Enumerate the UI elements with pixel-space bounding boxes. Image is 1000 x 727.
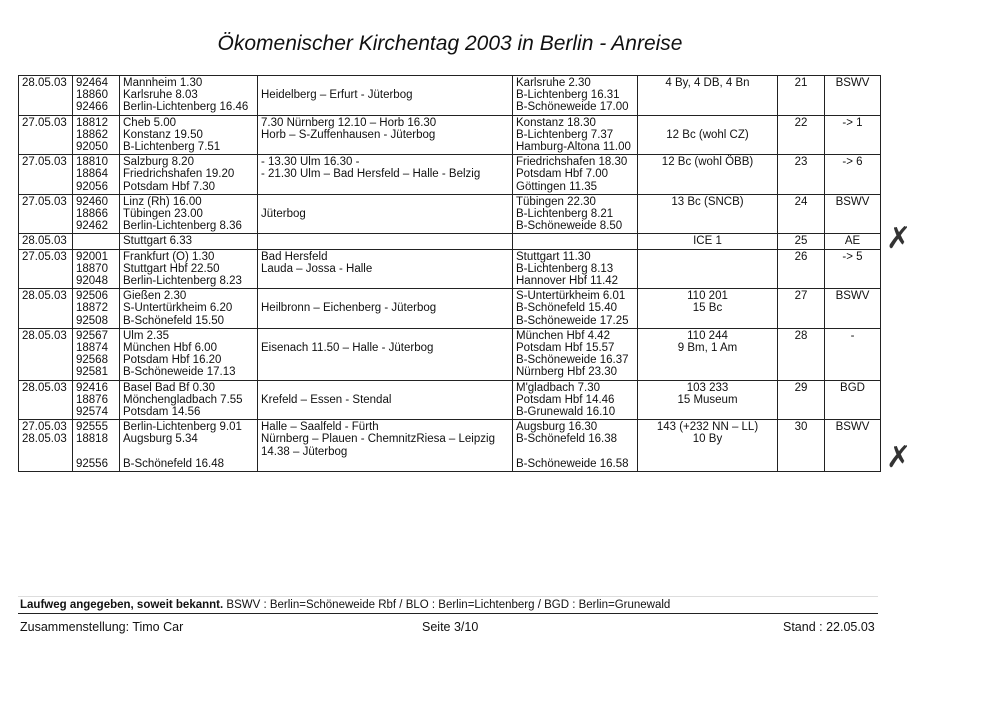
cell-line: BSWV <box>835 290 870 303</box>
date-cell <box>19 115 73 155</box>
cell-line: 29 <box>794 381 808 394</box>
cell-line: Berlin-Lichtenberg 8.23 <box>123 275 242 288</box>
cell-line: Mannheim 1.30 <box>123 77 203 89</box>
cell-line: 21 <box>794 77 808 89</box>
cell-line: B-Schöneweide 17.25 <box>516 314 629 327</box>
departure-cell <box>120 155 258 195</box>
arrival-cell <box>513 115 638 155</box>
table-row <box>19 115 881 155</box>
departure-cell <box>120 249 258 289</box>
arrival-cell <box>513 380 638 420</box>
route-cell <box>258 380 513 420</box>
cell-line <box>123 446 254 458</box>
cell-line: 92568 <box>76 354 108 367</box>
cell-line: Bad Hersfeld <box>261 250 328 263</box>
date-cell <box>19 289 73 329</box>
cell-line: Cheb 5.00 <box>123 116 177 129</box>
route-cell <box>258 194 513 234</box>
cell-line: Potsdam 14.56 <box>123 406 201 419</box>
legend-rule-top <box>18 596 878 597</box>
route-cell <box>258 249 513 289</box>
cell-line: Göttingen 11.35 <box>516 180 597 193</box>
cell-line <box>641 251 774 263</box>
cell-line: 92001 <box>76 250 108 263</box>
cell-line: 18862 <box>76 128 108 141</box>
cell-line: Ulm 2.35 <box>123 329 170 342</box>
departure-cell <box>120 420 258 472</box>
cell-line: 92555 <box>76 421 108 434</box>
arrival-cell <box>513 194 638 234</box>
cell-line: 24 <box>794 195 808 208</box>
cell-line: 26 <box>794 250 808 263</box>
cell-line: 92050 <box>76 141 108 154</box>
cell-line: 22 <box>794 116 808 129</box>
rolling-stock-cell <box>638 76 778 116</box>
cell-line: 28.05.03 <box>22 329 67 342</box>
cell-line <box>261 382 509 394</box>
departure-cell <box>120 234 258 249</box>
cell-line: B-Schöneweide 8.50 <box>516 220 623 233</box>
cell-line: 7.30 Nürnberg 12.10 – Horb 16.30 <box>261 116 437 129</box>
cross-mark: ✗ <box>886 440 912 475</box>
route-cell <box>258 234 513 249</box>
train-number-cell <box>73 420 120 472</box>
cell-line: 18876 <box>76 393 108 406</box>
number-cell <box>778 420 825 472</box>
cell-line: B-Schöneweide 16.37 <box>516 354 629 367</box>
cell-line: 92506 <box>76 290 108 303</box>
cell-line: 12 Bc (wohl CZ) <box>666 128 749 141</box>
station-cell <box>825 76 881 116</box>
page-title: Ökomenischer Kirchentag 2003 in Berlin - Anreise <box>217 32 683 55</box>
cell-line: 15 Museum <box>677 393 738 406</box>
table-row <box>19 420 881 472</box>
cell-line: Nürnberg Hbf 23.30 <box>516 366 618 379</box>
cell-line: -> 5 <box>842 250 863 263</box>
cell-line: 92567 <box>76 329 108 342</box>
cell-line: 23 <box>794 156 808 169</box>
arrival-cell <box>513 249 638 289</box>
cell-line: 92464 <box>76 77 108 89</box>
cell-line: Jüterbog <box>261 208 306 221</box>
date-cell <box>19 328 73 380</box>
cell-line: BGD <box>840 381 865 394</box>
cell-line: Augsburg 16.30 <box>516 421 598 434</box>
cell-line: 28.05.03 <box>22 235 67 248</box>
table-row <box>19 328 881 380</box>
cell-line: 27.05.03 <box>22 195 67 208</box>
cell-line: - 21.30 Ulm – Bad Hersfeld – Halle - Belzig <box>261 168 481 181</box>
date-cell <box>19 420 73 472</box>
number-cell <box>778 76 825 116</box>
cell-line: 15 Bc <box>692 302 723 315</box>
table-row <box>19 234 881 249</box>
cell-line: München Hbf 4.42 <box>516 329 610 342</box>
cell-line <box>261 330 509 342</box>
cell-line: 18870 <box>76 262 108 275</box>
cell-line: 18812 <box>76 116 108 129</box>
cell-line: B-Schönefeld 15.50 <box>123 314 225 327</box>
cell-line: 28.05.03 <box>22 77 67 89</box>
cell-line: 18872 <box>76 302 108 315</box>
cell-line: Berlin-Lichtenberg 16.46 <box>123 101 249 114</box>
station-cell <box>825 328 881 380</box>
cell-line: B-Lichtenberg 7.37 <box>516 128 614 141</box>
train-number-cell <box>73 76 120 116</box>
cell-line: Augsburg 5.34 <box>123 433 198 446</box>
cell-line: - 13.30 Ulm 16.30 - <box>261 156 360 169</box>
cell-line: Potsdam Hbf 15.57 <box>516 342 615 355</box>
station-cell <box>825 115 881 155</box>
cell-line: 27 <box>794 290 808 303</box>
table-row <box>19 289 881 329</box>
cell-line: Potsdam Hbf 16.20 <box>123 354 222 367</box>
train-number-cell <box>73 234 120 249</box>
cell-line: Lauda – Jossa - Halle <box>261 262 373 275</box>
footer-left: Zusammenstellung: Timo Car <box>20 620 184 634</box>
cell-line: 92556 <box>76 457 108 470</box>
station-cell <box>825 194 881 234</box>
cell-line: Basel Bad Bf 0.30 <box>123 381 216 394</box>
cell-line: 28.05.03 <box>22 290 67 303</box>
cell-line: 92048 <box>76 275 108 288</box>
cell-line: B-Schöneweide 17.13 <box>123 366 236 379</box>
departure-cell <box>120 115 258 155</box>
cell-line: 18860 <box>76 89 108 102</box>
cell-line: -> 1 <box>842 116 863 129</box>
rolling-stock-cell <box>638 328 778 380</box>
cell-line: 4 By, 4 DB, 4 Bn <box>665 77 750 89</box>
number-cell <box>778 380 825 420</box>
cell-line: S-Untertürkheim 6.01 <box>516 290 626 303</box>
cell-line: 27.05.03 <box>22 156 67 169</box>
cell-line: Potsdam Hbf 7.00 <box>516 168 609 181</box>
cell-line: B-Schönefeld 15.40 <box>516 302 618 315</box>
cell-line: Eisenach 11.50 – Halle - Jüterbog <box>261 342 434 355</box>
arrival-cell <box>513 76 638 116</box>
route-cell <box>258 420 513 472</box>
rolling-stock-cell <box>638 194 778 234</box>
legend <box>20 599 670 611</box>
table-row <box>19 249 881 289</box>
cell-line: Salzburg 8.20 <box>123 156 194 169</box>
cell-line: 110 244 <box>687 329 728 342</box>
cell-line: ICE 1 <box>693 235 722 248</box>
cell-line: Tübingen 22.30 <box>516 195 596 208</box>
cell-line: 27.05.03 <box>22 250 67 263</box>
train-number-cell <box>73 289 120 329</box>
date-cell <box>19 155 73 195</box>
cell-line: 18864 <box>76 168 108 181</box>
cell-line: Frankfurt (O) 1.30 <box>123 250 215 263</box>
departure-cell <box>120 76 258 116</box>
station-cell <box>825 234 881 249</box>
date-cell <box>19 249 73 289</box>
cell-line <box>261 196 509 208</box>
cell-line: 92462 <box>76 220 108 233</box>
cell-line: Horb – S-Zuffenhausen - Jüterbog <box>261 128 436 141</box>
cell-line: S-Untertürkheim 6.20 <box>123 302 233 315</box>
cell-line: 143 (+232 NN – LL) <box>656 421 759 434</box>
number-cell <box>778 249 825 289</box>
rolling-stock-cell <box>638 115 778 155</box>
cell-line: 18874 <box>76 342 108 355</box>
cell-line: Berlin-Lichtenberg 8.36 <box>123 220 242 233</box>
date-cell <box>19 234 73 249</box>
train-number-cell <box>73 249 120 289</box>
route-cell <box>258 328 513 380</box>
cell-line <box>641 117 774 129</box>
station-cell <box>825 289 881 329</box>
cell-line: 9 Bm, 1 Am <box>677 342 738 355</box>
cell-line: 92416 <box>76 381 108 394</box>
cell-line: 25 <box>794 235 808 248</box>
table-row <box>19 380 881 420</box>
cell-line <box>516 446 634 458</box>
cell-line: 92581 <box>76 366 108 379</box>
cell-line: B-Schönefeld 16.48 <box>123 457 225 470</box>
cell-line: Karlsruhe 8.03 <box>123 89 198 102</box>
table-row <box>19 76 881 116</box>
cell-line: 92056 <box>76 180 108 193</box>
arrival-cell <box>513 234 638 249</box>
cell-line: 18866 <box>76 208 108 221</box>
schedule-table <box>18 75 881 472</box>
arrival-cell <box>513 420 638 472</box>
cell-line: 103 233 <box>686 381 729 394</box>
number-cell <box>778 328 825 380</box>
cell-line: B-Lichtenberg 7.51 <box>123 141 221 154</box>
cell-line: Hamburg-Altona 11.00 <box>516 141 631 154</box>
footer-rule <box>18 613 878 614</box>
table-row <box>19 155 881 195</box>
cell-line: 27.05.03 <box>22 421 67 434</box>
route-cell <box>258 155 513 195</box>
cell-line: 110 201 <box>687 290 728 303</box>
cell-line: Tübingen 23.00 <box>123 208 203 221</box>
train-number-cell <box>73 380 120 420</box>
cell-line: Heilbronn – Eichenberg - Jüterbog <box>261 302 437 315</box>
number-cell <box>778 234 825 249</box>
cell-line: 14.38 – Jüterbog <box>261 445 348 458</box>
rolling-stock-cell <box>638 249 778 289</box>
arrival-cell <box>513 289 638 329</box>
departure-cell <box>120 289 258 329</box>
station-cell <box>825 380 881 420</box>
cross-mark: ✗ <box>886 221 912 256</box>
cell-line: Konstanz 19.50 <box>123 128 203 141</box>
cell-line <box>261 77 509 89</box>
rolling-stock-cell <box>638 420 778 472</box>
train-number-cell <box>73 194 120 234</box>
number-cell <box>778 155 825 195</box>
station-cell <box>825 420 881 472</box>
train-number-cell <box>73 115 120 155</box>
cell-line: M'gladbach 7.30 <box>516 381 601 394</box>
cell-line: Friedrichshafen 18.30 <box>516 156 628 169</box>
cell-line: Gießen 2.30 <box>123 290 187 303</box>
cell-line: BSWV <box>835 77 870 89</box>
cell-line: B-Lichtenberg 8.21 <box>516 208 614 221</box>
date-cell <box>19 380 73 420</box>
number-cell <box>778 194 825 234</box>
rolling-stock-cell <box>638 289 778 329</box>
cell-line: -> 6 <box>842 156 863 169</box>
legend-bold: Laufweg angegeben, soweit bekannt. <box>20 599 224 611</box>
cell-line: B-Lichtenberg 8.13 <box>516 262 614 275</box>
cell-line: 10 By <box>692 433 723 446</box>
cell-line: Hannover Hbf 11.42 <box>516 275 619 288</box>
departure-cell <box>120 328 258 380</box>
station-cell <box>825 155 881 195</box>
cell-line <box>261 290 509 302</box>
date-cell <box>19 194 73 234</box>
cell-line: Nürnberg – Plauen - ChemnitzRiesa – Leipzig <box>261 433 495 446</box>
cell-line: Potsdam Hbf 7.30 <box>123 180 216 193</box>
cell-line: 18810 <box>76 156 108 169</box>
cell-line: 13 Bc (SNCB) <box>671 195 744 208</box>
footer-center: Seite 3/10 <box>422 620 479 634</box>
rolling-stock-cell <box>638 155 778 195</box>
cell-line: Konstanz 18.30 <box>516 116 596 129</box>
cell-line: BSWV <box>835 421 870 434</box>
cell-line: B-Lichtenberg 16.31 <box>516 89 620 102</box>
number-cell <box>778 115 825 155</box>
date-cell <box>19 76 73 116</box>
cell-line: Stuttgart Hbf 22.50 <box>123 262 220 275</box>
cell-line: 92574 <box>76 406 108 419</box>
cell-line: Krefeld – Essen - Stendal <box>261 393 392 406</box>
cell-line: BSWV <box>835 195 870 208</box>
cell-line <box>261 235 509 247</box>
train-number-cell <box>73 155 120 195</box>
cell-line: B-Schöneweide 17.00 <box>516 101 629 114</box>
cell-line: 30 <box>794 421 808 434</box>
rolling-stock-cell <box>638 380 778 420</box>
cell-line: München Hbf 6.00 <box>123 342 217 355</box>
cell-line: Halle – Saalfeld - Fürth <box>261 421 379 434</box>
departure-cell <box>120 194 258 234</box>
cell-line <box>76 446 116 458</box>
train-number-cell <box>73 328 120 380</box>
cell-line: 28.05.03 <box>22 433 67 446</box>
footer-right: Stand : 22.05.03 <box>783 620 875 634</box>
cell-line: Mönchengladbach 7.55 <box>123 393 243 406</box>
rolling-stock-cell <box>638 234 778 249</box>
departure-cell <box>120 380 258 420</box>
cell-line: B-Schönefeld 16.38 <box>516 433 618 446</box>
cell-line: - <box>850 329 855 342</box>
cell-line: 28.05.03 <box>22 381 67 394</box>
cell-line: Linz (Rh) 16.00 <box>123 195 202 208</box>
cell-line: AE <box>844 235 861 248</box>
cell-line: 92508 <box>76 314 108 327</box>
cell-line: B-Grunewald 16.10 <box>516 406 616 419</box>
route-cell <box>258 76 513 116</box>
cell-line: Heidelberg – Erfurt - Jüterbog <box>261 89 413 102</box>
cell-line: Stuttgart 6.33 <box>123 235 193 248</box>
cell-line: B-Schöneweide 16.58 <box>516 457 629 470</box>
arrival-cell <box>513 155 638 195</box>
table-row <box>19 194 881 234</box>
cell-line: Berlin-Lichtenberg 9.01 <box>123 421 242 434</box>
route-cell <box>258 289 513 329</box>
legend-text: BSWV : Berlin=Schöneweide Rbf / BLO : Berlin=Lichtenberg / BGD : Berlin=Grunewald <box>223 599 671 611</box>
cell-line: 28 <box>794 329 808 342</box>
cell-line: 92460 <box>76 195 108 208</box>
station-cell <box>825 249 881 289</box>
cell-line <box>76 235 116 247</box>
cell-line: 18818 <box>76 433 108 446</box>
arrival-cell <box>513 328 638 380</box>
number-cell <box>778 289 825 329</box>
cell-line: Friedrichshafen 19.20 <box>123 168 235 181</box>
cell-line <box>516 235 634 247</box>
cell-line: 92466 <box>76 101 108 114</box>
cell-line: Potsdam Hbf 14.46 <box>516 393 615 406</box>
cell-line: 12 Bc (wohl ÖBB) <box>661 156 754 169</box>
cell-line: Karlsruhe 2.30 <box>516 77 591 89</box>
cell-line: Stuttgart 11.30 <box>516 250 591 263</box>
cell-line: 27.05.03 <box>22 116 67 129</box>
route-cell <box>258 115 513 155</box>
